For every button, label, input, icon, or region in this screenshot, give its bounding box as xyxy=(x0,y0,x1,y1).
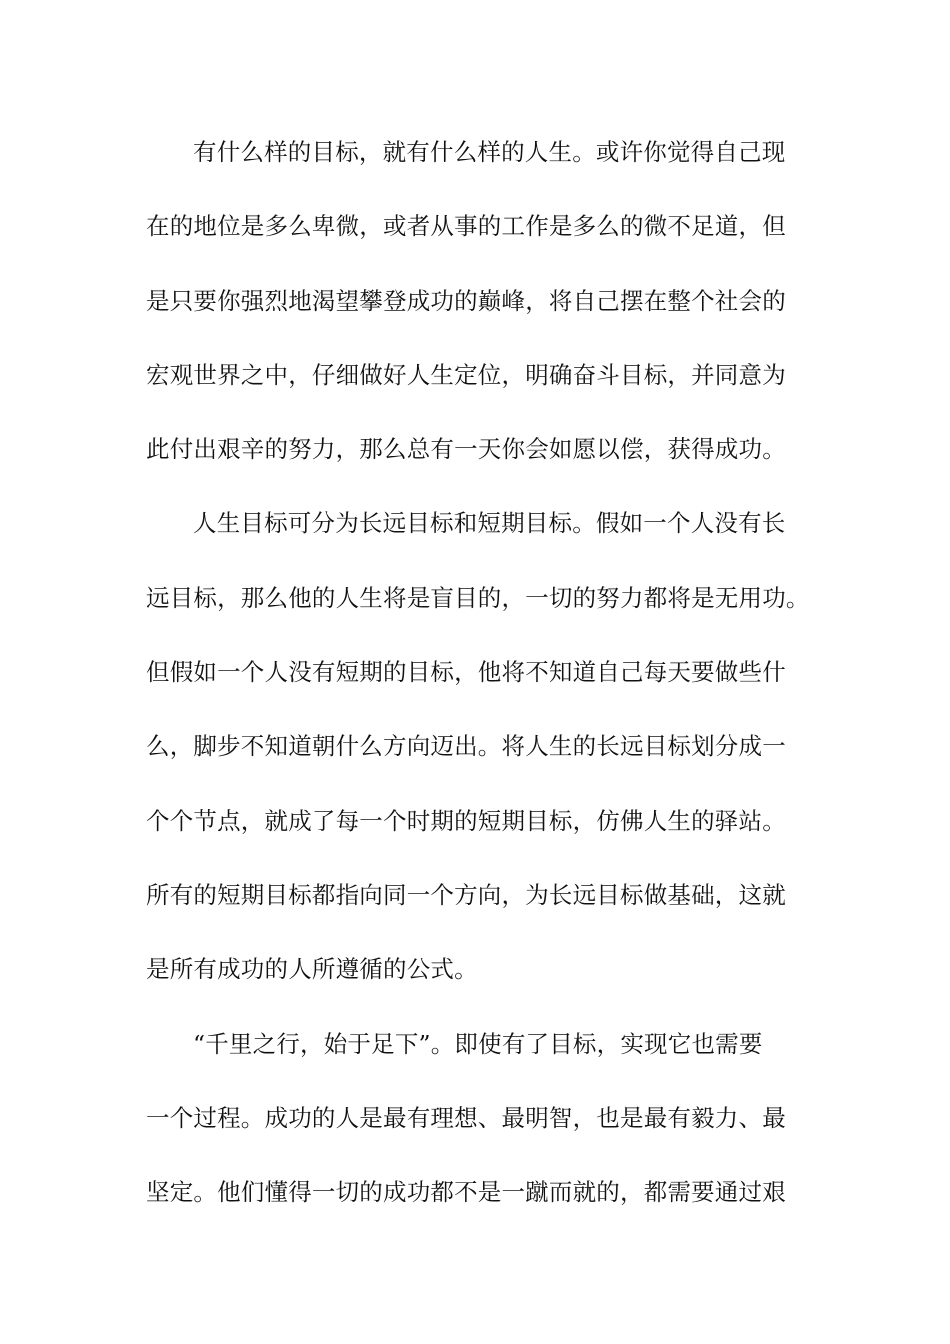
paragraph-line: 么，脚步不知道朝什么方向迈出。将人生的长远目标划分成一 xyxy=(146,732,786,761)
paragraph-line: 是只要你强烈地渴望攀登成功的巅峰，将自己摆在整个社会的 xyxy=(146,286,786,315)
paragraph-line: 是所有成功的人所遵循的公式。 xyxy=(146,955,478,984)
paragraph-line: 个个节点，就成了每一个时期的短期目标，仿佛人生的驿站。 xyxy=(146,806,786,835)
paragraph-3 xyxy=(146,1022,836,1245)
paragraph-2 xyxy=(146,501,836,1021)
paragraph-line: 但假如一个人没有短期的目标，他将不知道自己每天要做些什 xyxy=(146,658,786,687)
paragraph-line: “千里之行，始于足下”。即使有了目标，实现它也需要 xyxy=(193,1029,763,1058)
paragraph-line: 人生目标可分为长远目标和短期目标。假如一个人没有长 xyxy=(193,509,786,538)
paragraph-1 xyxy=(146,130,836,501)
paragraph-line: 有什么样的目标，就有什么样的人生。或许你觉得自己现 xyxy=(193,138,786,166)
paragraph-line: 在的地位是多么卑微，或者从事的工作是多么的微不足道，但 xyxy=(146,212,786,241)
paragraph-line: 一个过程。成功的人是最有理想、最明智，也是最有毅力、最 xyxy=(146,1103,786,1132)
document-body xyxy=(146,130,836,1244)
paragraph-line: 宏观世界之中，仔细做好人生定位，明确奋斗目标，并同意为 xyxy=(146,360,786,389)
paragraph-line: 所有的短期目标都指向同一个方向，为长远目标做基础，这就 xyxy=(146,880,786,909)
paragraph-line: 此付出艰辛的努力，那么总有一天你会如愿以偿，获得成功。 xyxy=(146,435,786,464)
paragraph-line: 远目标，那么他的人生将是盲目的，一切的努力都将是无用功。 xyxy=(146,583,810,612)
paragraph-line: 坚定。他们懂得一切的成功都不是一蹴而就的，都需要通过艰 xyxy=(146,1178,786,1207)
